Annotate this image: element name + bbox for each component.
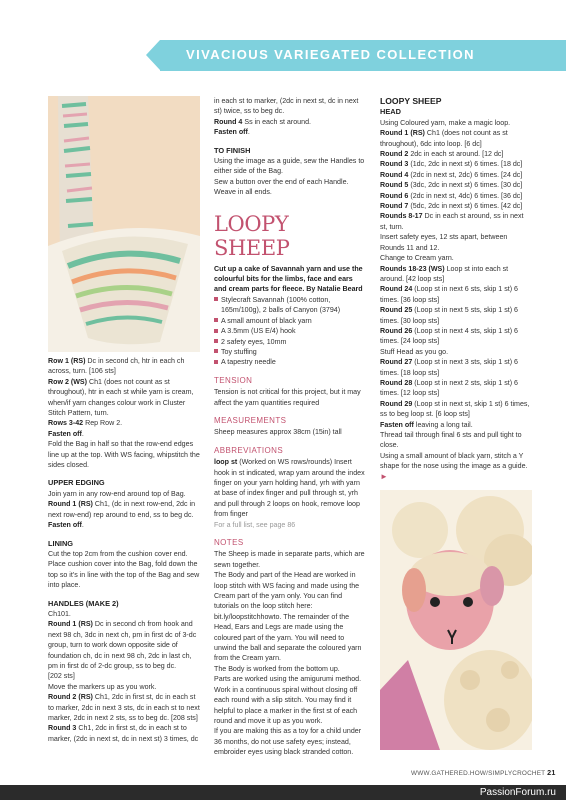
material-item: A tapestry needle	[214, 357, 366, 367]
head-round: Round 27 (Loop st in next 3 sts, skip 1 st) 6 times. [18 loop sts]	[380, 358, 518, 377]
fold-instruction: Fold the Bag in half so that the row-end edges line up at the top. With WS facing, whipstitch the sides closed.	[48, 440, 200, 470]
handles-round-3: Round 3 Ch1, 2dc in first st, dc in each st to marker, (2dc in next st, dc in next st) 3 times, dc	[48, 724, 199, 743]
sheep-intro-column	[214, 96, 366, 758]
finish-step-2: Sew a button over the end of each Handle.	[214, 177, 349, 186]
notes-5: If you are making this as a toy for a child under 36 months, do not use safety eyes; instead, embroider eyes using black stranded cotton.	[214, 727, 362, 757]
upper-edging-heading: UPPER EDGING	[48, 478, 105, 488]
sheep-intro: Cut up a cake of Savannah yarn and use the colourful bits for the limbs, face and ears and cream parts for fleece. By Natalie Beard	[214, 264, 363, 294]
notes-heading: NOTES	[214, 538, 244, 547]
tension-heading: TENSION	[214, 375, 253, 385]
head-round: Round 26 (Loop st in next 4 sts, skip 1 st) 6 times. [24 loop sts]	[380, 326, 518, 346]
stuff-head: Stuff Head as you go.	[380, 347, 449, 356]
finish-step-3: Weave in all ends.	[214, 188, 272, 197]
handles-fasten-off: Fasten off.	[214, 128, 250, 137]
head-round: Round 7 (5dc, 2dc in next st) 6 times. [42 dc]	[380, 202, 523, 211]
lining-text: Cut the top 2cm from the cushion cover end. Place cushion cover into the Bag, fold down the top so it's in line with the top of the Bag and sew into place.	[48, 549, 200, 590]
row-1-instruction: Row 1 (RS) Dc in second ch, htr in each ch across, turn. [106 sts]	[48, 357, 185, 376]
finish-heading: TO FINISH	[214, 145, 251, 155]
tension-text: Tension is not critical for this project, but it may affect the yarn quantities required	[214, 388, 361, 407]
material-item: A small amount of black yarn	[214, 316, 366, 326]
crochet-bag-photo	[48, 96, 200, 352]
lining-heading: LINING	[48, 538, 74, 548]
notes-1: The Sheep is made in separate parts, which are sewn together.	[214, 550, 365, 569]
head-round: Round 28 (Loop st in next 2 sts, skip 1 st) 6 times. [12 loop sts]	[380, 378, 518, 398]
head-round: Round 3 (1dc, 2dc in next st) 6 times. [18 dc]	[380, 160, 523, 169]
loopy-sheep-photo	[380, 490, 532, 750]
head-round: Round 6 (2dc in next st, 4dc) 6 times. [36 dc]	[380, 191, 523, 200]
measurements-heading: MEASUREMENTS	[214, 415, 287, 425]
loop-st-definition: loop st (Worked on WS rows/rounds) Insert hook in st indicated, wrap yarn around the index finger on your yarn holding hand, yrh with yarn at base of index finger and pull through st, yrh and pull through 2 loops on hook, remove loop from finger	[214, 458, 365, 519]
head-heading: HEAD	[380, 107, 401, 117]
head-round: Round 4 (2dc in next st, 2dc) 6 times. [24 dc]	[380, 170, 523, 179]
handles-continued: in each st to marker, (2dc in next st, dc in next st) twice, ss to beg dc.	[214, 97, 359, 116]
head-round: Round 5 (3dc, 2dc in next st) 6 times. [30 dc]	[380, 181, 523, 190]
head-round: Round 1 (RS) Ch1 (does not count as st throughout), 6dc into loop. [6 dc]	[380, 129, 508, 148]
head-round: Round 29 (Loop st in next st, skip 1 st) 6 times, ss to beg loop st. [6 loop sts]	[380, 399, 530, 419]
notes-3: The Body is worked from the bottom up.	[214, 664, 340, 673]
bag-pattern-column	[48, 356, 200, 744]
head-round: Rounds 8-17 Dc in each st around, ss in next st, turn.	[380, 212, 524, 231]
insert-eyes: Insert safety eyes, 12 sts apart, between Rounds 11 and 12.	[380, 233, 508, 252]
rows-3-42-instruction: Rows 3-42 Rep Row 2.	[48, 419, 123, 428]
collection-banner	[160, 40, 566, 71]
handles-ch: Ch101.	[48, 609, 71, 618]
handles-round-1: Round 1 (RS) Dc in second ch from hook and next 98 ch, 3dc in next ch, pm in first dc of 3-dc group, turn to work down opposite side of foundation ch, dc in next 98 ch, 2dc in last ch, pm in first dc of 2-dc group, ss to beg dc.	[48, 620, 197, 670]
thread-tail: Thread tail through final 6 sts and pull tight to close.	[380, 431, 522, 450]
upper-round-1: Round 1 (RS) Ch1, (dc in next row-end, 2dc in next row-end) rep around to end, ss to beg dc.	[48, 500, 196, 519]
handles-round-1-count: [202 sts]	[48, 672, 75, 681]
watermark-bar	[0, 785, 566, 800]
page-number: 21	[547, 768, 556, 777]
upper-fasten-off: Fasten off.	[48, 521, 84, 530]
row-2-instruction: Row 2 (WS) Ch1 (does not count as st throughout), htr in each st while yarn is cream, when/if yarn changes colour work in Cluster Stitch Pattern, turn.	[48, 377, 194, 418]
page-footer	[411, 768, 556, 777]
upper-edging-text: Join yarn in any row-end around top of Bag.	[48, 489, 186, 498]
head-round: Rounds 18-23 (WS) Loop st into each st around. [42 loop sts]	[380, 264, 509, 283]
notes-4: Parts are worked using the amigurumi method. Work in a continuous spiral without closing off each round with a slip stitch. You may find it helpful to place a marker in the first st of each round and move it up as you work.	[214, 675, 362, 725]
material-item: 2 safety eyes, 10mm	[214, 337, 366, 347]
notes-2: The Body and part of the Head are worked in loop stitch with WS facing and made using the Cream part of the yarn only. You can find tutorials on the loop stitch here: bit.ly/loopstitchhowto. The remainder of the Head, Ears and Legs are made using the coloured part of the yarn. You will need to unwind the ball and separate the coloured yarn from the Cream yarn.	[214, 571, 362, 663]
material-item: Stylecraft Savannah (100% cotton, 165m/100g), 2 balls of Canyon (3794)	[214, 295, 366, 316]
material-item: Toy stuffing	[214, 347, 366, 357]
handles-round-4: Round 4 Ss in each st around.	[214, 117, 311, 126]
abbreviations-page-ref: For a full list, see page 86	[214, 520, 296, 529]
watermark-text: PassionForum.ru	[479, 787, 556, 798]
handles-markers: Move the markers up as you work.	[48, 682, 157, 691]
handles-heading: HANDLES (MAKE 2)	[48, 598, 119, 608]
head-fasten-off: Fasten off leaving a long tail.	[380, 420, 473, 429]
materials-list	[214, 295, 366, 368]
abbreviations-heading: ABBREVIATIONS	[214, 445, 284, 455]
material-item: A 3.5mm (US E/4) hook	[214, 326, 366, 336]
sheep-title: LOOPY SHEEP	[214, 211, 290, 260]
sheep-pattern-column	[380, 96, 532, 482]
head-intro: Using Coloured yarn, make a magic loop.	[380, 118, 511, 127]
loopy-sheep-heading: LOOPY SHEEP	[380, 96, 442, 106]
measurements-text: Sheep measures approx 38cm (15in) tall	[214, 428, 342, 437]
handles-round-2: Round 2 (RS) Ch1, 2dc in first st, dc in each st to marker, 2dc in next 3 sts, dc in each st to next marker, 2dc in next 2 sts, ss to beg dc. [208 sts]	[48, 693, 200, 722]
finish-step-1: Using the image as a guide, sew the Handles to either side of the Bag.	[214, 157, 365, 176]
continue-arrow-icon: ►	[380, 471, 388, 481]
nose-instruction: Using a small amount of black yarn, stitch a Y shape for the nose using the image as a guide. ►	[380, 451, 528, 481]
head-round: Round 24 (Loop st in next 6 sts, skip 1 st) 6 times. [36 loop sts]	[380, 285, 518, 304]
change-yarn: Change to Cream yarn.	[380, 254, 454, 263]
head-round: Round 2 2dc in each st around. [12 dc]	[380, 150, 504, 159]
footer-url: WWW.GATHERED.HOW/SIMPLYCROCHET	[411, 770, 546, 777]
head-round: Round 25 (Loop st in next 5 sts, skip 1 st) 6 times. [30 loop sts]	[380, 306, 518, 325]
banner-title: VIVACIOUS VARIEGATED COLLECTION	[186, 47, 475, 62]
fasten-off: Fasten off.	[48, 429, 84, 438]
